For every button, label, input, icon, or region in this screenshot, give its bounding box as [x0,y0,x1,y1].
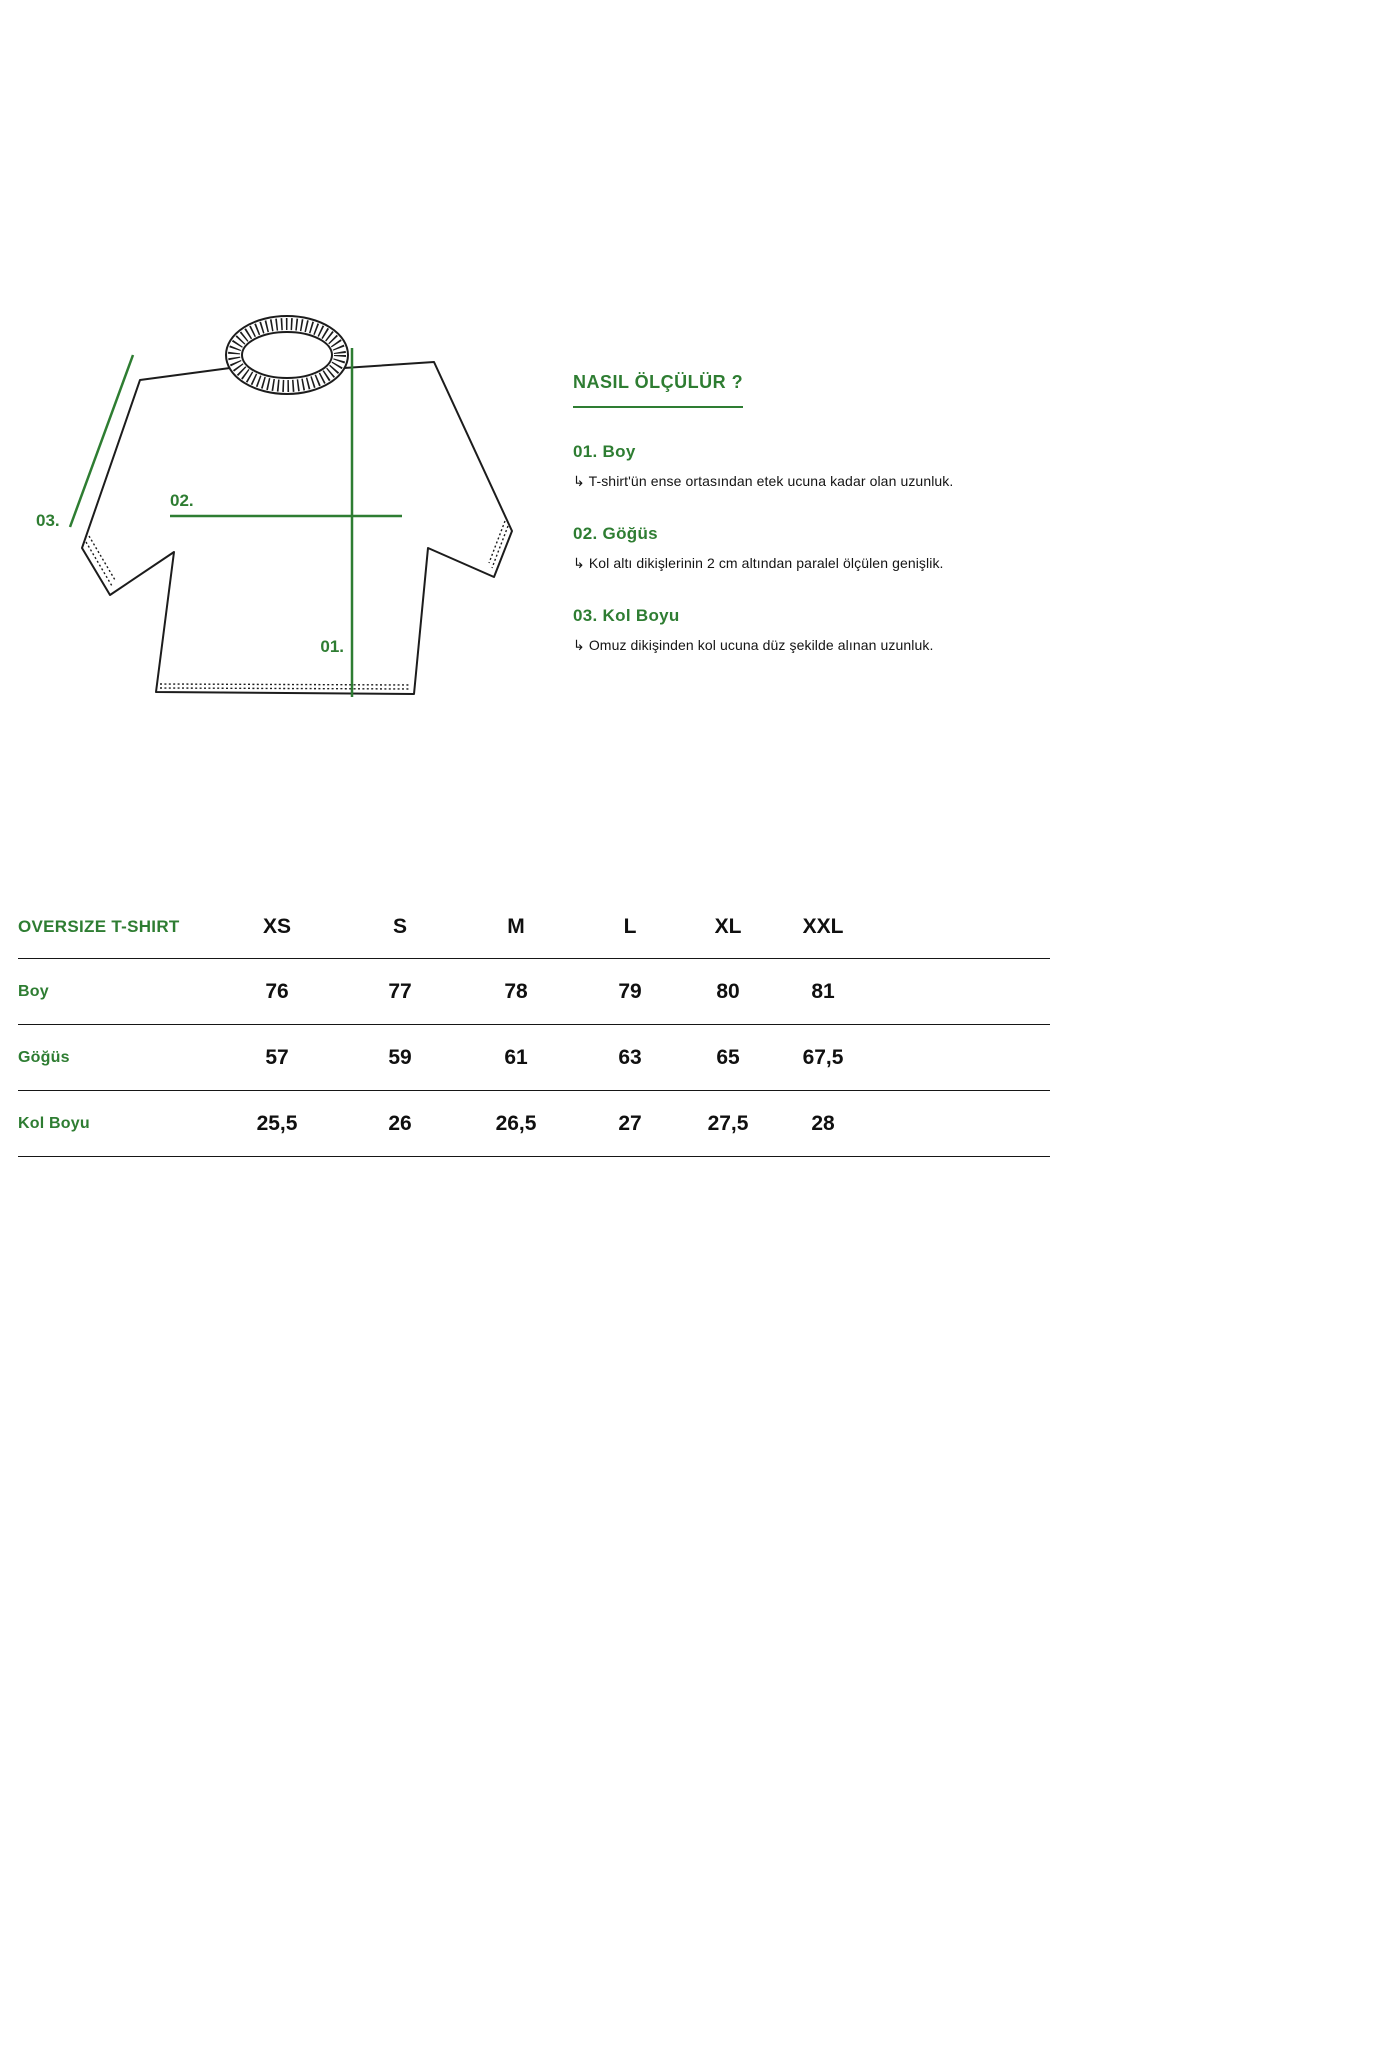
sleeve-value-m: 26,5 [495,1111,537,1135]
chest-value-s: 59 [388,1045,412,1069]
product-name: OVERSIZE T-SHIRT [18,917,180,936]
howto-heading-length: 01. Boy [573,442,636,461]
sleeve-value-l: 27 [618,1111,642,1135]
table-row-chest [18,1025,1050,1091]
size-table-header-row [18,896,1050,959]
size-table [18,896,1050,1157]
size-header-l: L [623,915,637,938]
chest-value-xl: 65 [716,1045,740,1069]
howto-heading-chest: 02. Göğüs [573,524,658,543]
chest-value-xs: 57 [265,1045,289,1069]
collar-inner-line [242,332,332,378]
howto-title: NASIL ÖLÇÜLÜR ? [573,372,743,408]
sleeve-value-s: 26 [388,1111,412,1135]
howto-desc-chest: ↳ Kol altı dikişlerinin 2 cm altından paralel ölçülen genişlik. [573,555,944,571]
tshirt-measure-diagram [30,300,590,730]
row-label-sleeve: Kol Boyu [18,1114,90,1132]
size-header-s: S [392,915,407,938]
howto-desc-length: ↳ T-shirt'ün ense ortasından etek ucuna kadar olan uzunluk. [573,473,954,489]
howto-item-sleeve [573,606,1053,654]
tshirt-body-outline [82,362,512,694]
size-header-m: M [507,915,525,938]
row-label-length: Boy [18,982,49,1000]
tshirt-diagram-svg [30,300,590,730]
howto-item-length [573,442,1053,490]
sleeve-value-xs: 25,5 [256,1111,298,1135]
size-header-xl: XL [714,915,742,938]
howto-item-chest [573,524,1053,572]
sleeve-measure-label: 03. [36,511,60,530]
table-row-length [18,959,1050,1025]
length-measure-label: 01. [320,637,344,656]
size-header-xxl: XXL [802,915,844,938]
length-value-m: 78 [504,979,528,1003]
length-value-l: 79 [618,979,642,1003]
sleeve-value-xxl: 28 [811,1111,835,1135]
table-row-sleeve [18,1091,1050,1157]
chest-value-l: 63 [618,1045,642,1069]
length-value-xxl: 81 [811,979,835,1003]
size-header-xs: XS [262,915,291,938]
length-value-s: 77 [388,979,412,1003]
chest-value-m: 61 [504,1045,528,1069]
length-value-xs: 76 [265,979,289,1003]
howto-section [573,372,1053,654]
chest-measure-label: 02. [170,491,194,510]
howto-heading-sleeve: 03. Kol Boyu [573,606,680,625]
length-value-xl: 80 [716,979,740,1003]
row-label-chest: Göğüs [18,1048,70,1066]
chest-value-xxl: 67,5 [802,1045,844,1069]
sleeve-value-xl: 27,5 [707,1111,749,1135]
howto-desc-sleeve: ↳ Omuz dikişinden kol ucuna düz şekilde alınan uzunluk. [573,637,934,653]
